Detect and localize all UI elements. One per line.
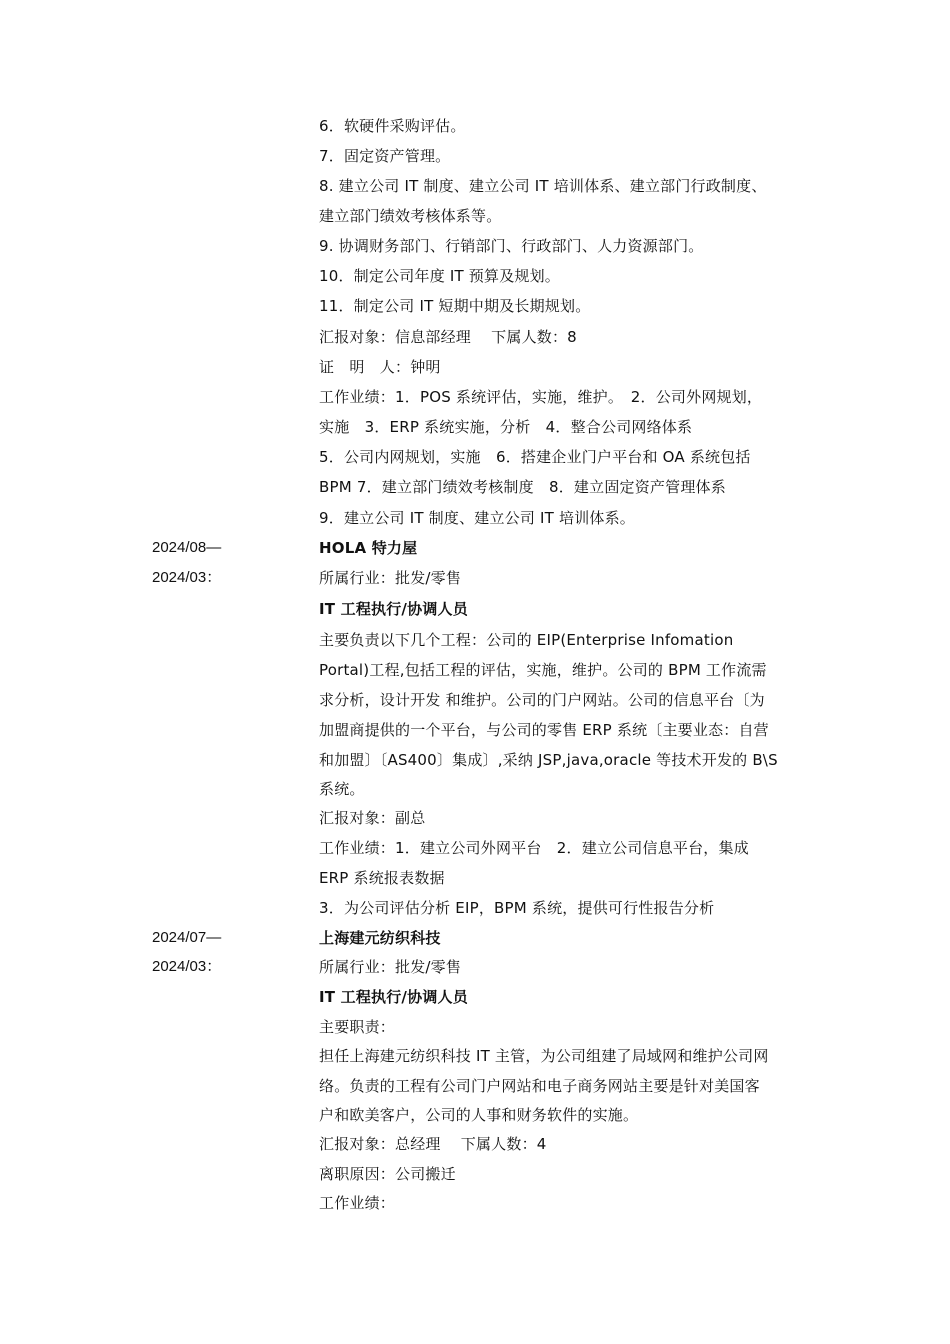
job-description: 主要职责： (319, 1018, 396, 1036)
achievements: 5．公司内网规划，实施 6．搭建企业门户平台和 OA 系统包括 (319, 448, 751, 466)
achievements: 工作业绩： (319, 1194, 396, 1212)
achievements: 3．为公司评估分析 EIP，BPM 系统，提供可行性报告分析 (319, 899, 715, 917)
achievements: 9．建立公司 IT 制度、建立公司 IT 培训体系。 (319, 509, 635, 527)
job-description: 主要负责以下几个工程：公司的 EIP(Enterprise Infomation (319, 631, 734, 649)
job-title: IT 工程执行/协调人员 (319, 988, 468, 1006)
achievements: ERP 系统报表数据 (319, 869, 445, 887)
responsibility-item: 10．制定公司年度 IT 预算及规划。 (319, 267, 561, 285)
job-date-start: 2024/08— (152, 539, 222, 556)
achievements: 实施 3．ERP 系统实施，分析 4．整合公司网络体系 (319, 418, 693, 436)
job-title: IT 工程执行/协调人员 (319, 600, 468, 618)
job-description: 户和欧美客户，公司的人事和财务软件的实施。 (319, 1106, 639, 1124)
job-description: 求分析，设计开发 和维护。公司的门户网站。公司的信息平台〔为 (319, 691, 765, 709)
responsibility-item: 建立部门绩效考核体系等。 (319, 207, 502, 225)
job-description: 系统。 (319, 780, 365, 798)
company-name: HOLA 特力屋 (319, 539, 418, 557)
reference: 证 明 人：钟明 (319, 358, 441, 376)
job-description: 担任上海建元纺织科技 IT 主管，为公司组建了局域网和维护公司网 (319, 1047, 769, 1065)
job-description: 和加盟〕〔AS400〕集成〕,采纳 JSP,java,oracle 等技术开发的 B\S (319, 751, 778, 769)
job-description: 加盟商提供的一个平台，与公司的零售 ERP 系统〔主要业态：自营 (319, 721, 769, 739)
report-to: 汇报对象：副总 (319, 809, 426, 827)
industry: 所属行业：批发/零售 (319, 569, 462, 587)
responsibility-item: 8. 建立公司 IT 制度、建立公司 IT 培训体系、建立部门行政制度、 (319, 177, 767, 195)
leave-reason: 离职原因：公司搬迁 (319, 1165, 456, 1183)
industry: 所属行业：批发/零售 (319, 958, 462, 976)
responsibility-item: 6．软硬件采购评估。 (319, 117, 466, 135)
job-description: 络。负责的工程有公司门户网站和电子商务网站主要是针对美国客 (319, 1077, 760, 1095)
job-date-end: 2024/03： (152, 958, 222, 975)
job-date-start: 2024/07— (152, 929, 222, 946)
job-description: Portal)工程,包括工程的评估，实施，维护。公司的 BPM 工作流需 (319, 661, 767, 679)
achievements: BPM 7．建立部门绩效考核制度 8．建立固定资产管理体系 (319, 478, 726, 496)
responsibility-item: 11．制定公司 IT 短期中期及长期规划。 (319, 297, 591, 315)
achievements: 工作业绩：1．建立公司外网平台 2．建立公司信息平台，集成 (319, 839, 749, 857)
responsibility-item: 9. 协调财务部门、行销部门、行政部门、人力资源部门。 (319, 237, 704, 255)
job-date-end: 2024/03： (152, 569, 222, 586)
report-to: 汇报对象：信息部经理 下属人数：8 (319, 328, 577, 346)
report-to: 汇报对象：总经理 下属人数：4 (319, 1135, 547, 1153)
achievements: 工作业绩：1．POS 系统评估，实施，维护。 2．公司外网规划， (319, 388, 763, 406)
responsibility-item: 7．固定资产管理。 (319, 147, 451, 165)
company-name: 上海建元纺织科技 (319, 929, 441, 947)
